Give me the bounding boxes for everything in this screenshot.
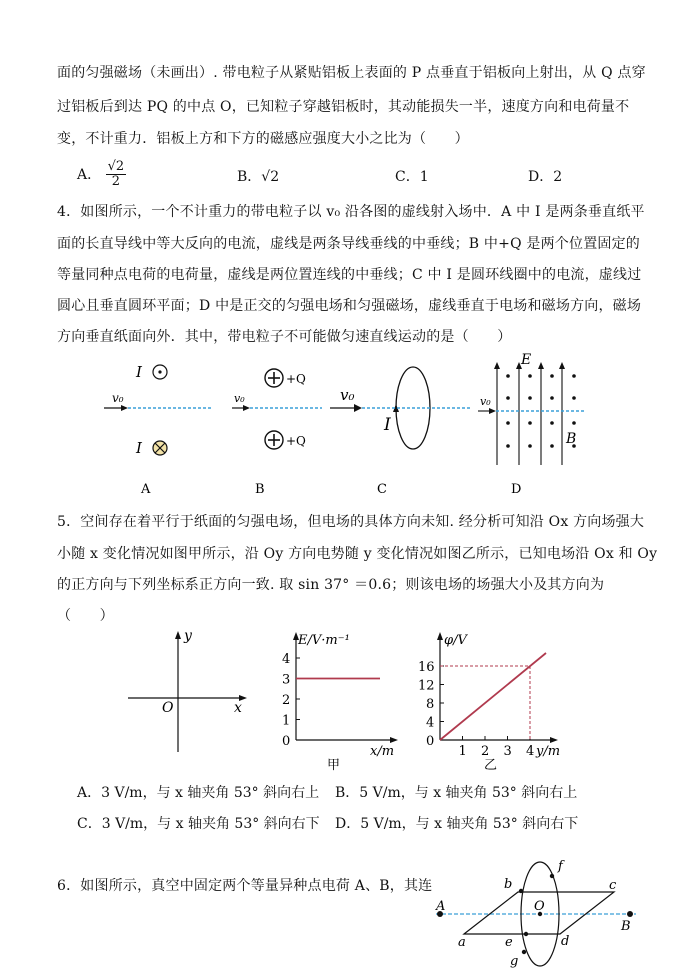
caption-b: B	[255, 482, 265, 497]
svg-text:e: e	[505, 935, 513, 950]
q4-line-4: 圆心且垂直圆环平面；D 中是正交的匀强电场和匀强磁场，虚线垂直于电场和磁场方向，磁场	[57, 298, 642, 314]
svg-text:v₀: v₀	[340, 386, 355, 404]
q5-option-c: C．3 V/m，与 x 轴夹角 53° 斜向右下	[77, 816, 320, 832]
x-tick-label: 1	[458, 744, 467, 759]
q5-line-1: 5．空间存在着平行于纸面的匀强电场，但电场的具体方向未知. 经分析可知沿 Ox 方向场强大	[57, 514, 645, 530]
q5-option-a: A．3 V/m，与 x 轴夹角 53° 斜向右上	[77, 785, 320, 801]
y-tick-label: 16	[418, 660, 435, 675]
charge-label-bottom: +Q	[286, 434, 306, 448]
q3-line-2: 过铝板后到达 PQ 的中点 O，已知粒子穿越铝板时，其动能损失一半，速度方向和电荷量不	[57, 99, 630, 115]
svg-text:g: g	[510, 954, 519, 969]
v0-label: v₀	[112, 391, 124, 405]
svg-text:a: a	[458, 935, 466, 950]
charge-label-top: +Q	[286, 372, 306, 386]
x-tick-label: 2	[481, 744, 490, 759]
e-label: E	[521, 352, 532, 368]
q3-line-1: 面的匀强磁场（未画出）. 带电粒子从紧贴铝板上表面的 P 点垂直于铝板向上射出，从 Q 点穿	[57, 65, 646, 81]
q6-figure	[428, 848, 648, 971]
y-tick-label: 4	[426, 715, 435, 731]
svg-text:c: c	[609, 878, 617, 893]
q4-line-3: 等量同种点电荷的电荷量，虚线是两位置连线的中垂线；C 中 I 是圆环线圈中的电流，虚线过	[57, 267, 642, 283]
x-axis-label: x/m	[370, 744, 395, 759]
q4-line-5: 方向垂直纸面向外．其中，带电粒子不可能做匀速直线运动的是（ ）	[57, 329, 512, 345]
q4-line-1: 4．如图所示，一个不计重力的带电粒子以 v₀ 沿各图的虚线射入场中．A 中 I 是两条垂直纸平	[57, 204, 645, 220]
q3-line-3: 变，不计重力．铝板上方和下方的磁感应强度大小之比为（ ）	[57, 131, 469, 147]
x-tick-label: 3	[503, 744, 512, 759]
figure-c	[330, 367, 470, 497]
svg-text:v₀: v₀	[234, 392, 245, 405]
current-label-bottom: I	[136, 439, 142, 457]
q3-option-a: A． $\frac{√2}{2}$	[77, 159, 125, 190]
chart-jia	[270, 628, 410, 773]
caption-d: D	[511, 482, 522, 497]
svg-text:f: f	[558, 859, 563, 874]
q3-option-c: C．1	[395, 169, 429, 185]
q6-line-1: 6．如图所示，真空中固定两个等量异种点电荷 A、B，其连	[57, 878, 433, 894]
q5-line-2: 小随 x 变化情况如图甲所示，沿 Oy 方向电势随 y 变化情况如图乙所示，已知电场沿 Ox 和 Oy	[57, 546, 658, 562]
y-tick-label: 1	[282, 713, 291, 729]
x-axis-label: y/m	[536, 744, 561, 759]
q4-figures	[0, 350, 688, 500]
caption-c: C	[377, 482, 387, 497]
q5-option-d: D．5 V/m，与 x 轴夹角 53° 斜向右下	[335, 816, 579, 832]
current-label-top: I	[136, 363, 142, 381]
q4-line-2: 面的长直导线中等大反向的电流，虚线是两条导线垂线的中垂线；B 中+Q 是两个位置固定的	[57, 236, 640, 252]
y-tick-label: 12	[418, 678, 435, 694]
y-tick-label: 3	[282, 672, 291, 688]
chart-title: 甲	[327, 758, 341, 773]
q5-axes	[120, 628, 260, 758]
y-tick-label: 4	[282, 652, 291, 667]
figure-a	[104, 363, 212, 497]
q5-line-3: 的正方向与下列坐标系正方向一致. 取 sin 37° ＝0.6；则该电场的场强大小及其方向为	[57, 577, 605, 593]
svg-text:O: O	[162, 700, 174, 716]
figure-d	[478, 352, 586, 497]
q5-option-b: B．5 V/m，与 x 轴夹角 53° 斜向右上	[335, 785, 578, 801]
charge-b	[627, 911, 633, 917]
svg-text:O: O	[534, 899, 545, 914]
svg-text:I: I	[384, 415, 391, 435]
caption-a: A	[141, 482, 151, 497]
svg-text:v₀: v₀	[480, 395, 491, 408]
svg-text:d: d	[561, 934, 570, 949]
svg-text:B: B	[621, 919, 631, 934]
fraction: $\frac{√2}{2}$	[107, 159, 125, 190]
b-label: B	[566, 431, 577, 447]
svg-text:y: y	[184, 628, 192, 644]
axis-arrow	[390, 737, 398, 743]
y-tick-label: 8	[426, 697, 435, 712]
y-tick-label: 0	[282, 734, 291, 749]
y-axis-label: E/V·m⁻¹	[298, 633, 350, 648]
y-axis-label: φ/V	[444, 633, 467, 648]
y-tick-label: 2	[282, 693, 291, 708]
y-tick-label: 0	[426, 734, 435, 749]
chart-title: 乙	[484, 758, 498, 773]
q3-option-b: B．√2	[237, 169, 280, 185]
chart-yi	[414, 628, 574, 773]
q5-line-4: （ ）	[57, 608, 114, 624]
x-tick-label: 4	[526, 744, 535, 759]
axis-arrow	[550, 737, 558, 743]
svg-text:A: A	[436, 899, 446, 914]
q3-option-d: D．2	[528, 169, 563, 185]
svg-text:x: x	[234, 700, 242, 716]
svg-text:b: b	[504, 877, 513, 892]
axis-arrow	[437, 632, 443, 640]
figure-b	[232, 369, 322, 497]
